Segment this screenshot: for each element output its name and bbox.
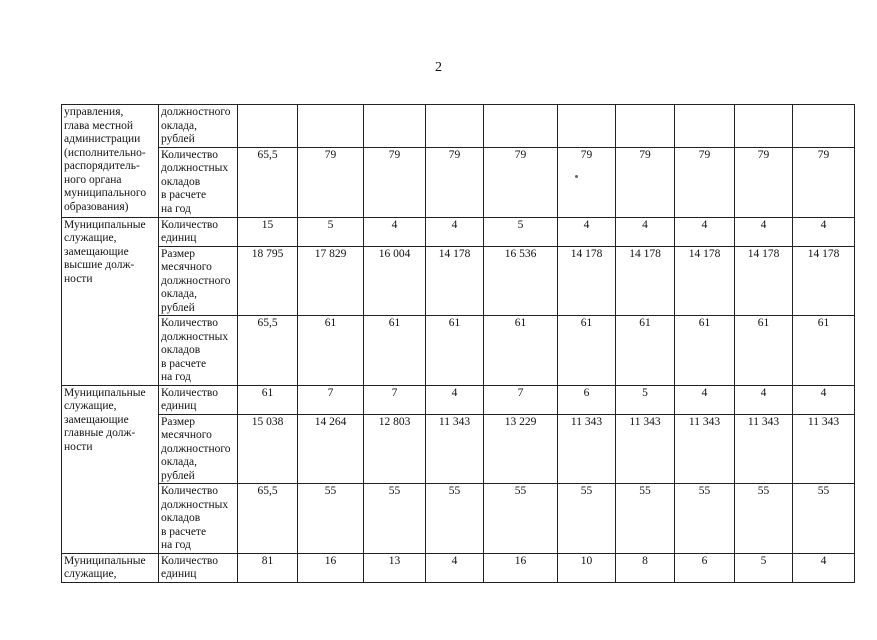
category-line: ного органа — [64, 173, 122, 186]
value-cell: 7 — [364, 385, 426, 414]
indicator-line: рублей — [161, 469, 195, 482]
indicator-line: в расчете — [161, 189, 207, 201]
category-line: служащие, — [64, 568, 117, 580]
table-row — [62, 484, 855, 554]
indicator-line: должностных — [161, 498, 229, 511]
indicator-line: рублей — [161, 133, 195, 145]
category-cell — [62, 385, 159, 553]
value-cell: 61 — [484, 316, 558, 386]
indicator-line: месячного — [161, 429, 212, 441]
category-line: образования) — [64, 200, 129, 213]
value-cell: 14 178 — [558, 246, 616, 316]
indicator-line: оклада, — [161, 456, 198, 468]
indicator-cell — [159, 484, 238, 554]
value-cell: 61 — [364, 316, 426, 386]
value-cell: 65,5 — [238, 147, 298, 217]
value-cell: 15 — [238, 217, 298, 246]
value-cell: 11 343 — [558, 414, 616, 484]
indicator-line: единиц — [161, 400, 197, 412]
value-cell: 18 795 — [238, 246, 298, 316]
indicator-line: Размер — [161, 247, 196, 260]
indicator-line: оклада, — [161, 288, 198, 300]
table-row — [62, 246, 855, 316]
table-row — [62, 105, 855, 148]
scan-speck — [575, 175, 578, 178]
category-line: ности — [64, 272, 93, 285]
value-cell — [238, 105, 298, 148]
value-cell: 4 — [426, 385, 484, 414]
value-cell — [735, 105, 793, 148]
indicator-line: Количество — [161, 317, 218, 329]
category-line: (исполнительно- — [64, 146, 146, 159]
value-cell: 5 — [484, 217, 558, 246]
value-cell: 79 — [616, 147, 675, 217]
value-cell — [675, 105, 735, 148]
value-cell: 15 038 — [238, 414, 298, 484]
indicator-line: месячного — [161, 261, 212, 273]
value-cell: 7 — [298, 385, 364, 414]
value-cell: 65,5 — [238, 316, 298, 386]
value-cell: 8 — [616, 553, 675, 582]
table-row — [62, 217, 855, 246]
value-cell: 79 — [426, 147, 484, 217]
value-cell: 5 — [298, 217, 364, 246]
value-cell: 79 — [558, 147, 616, 217]
value-cell: 4 — [793, 385, 855, 414]
table-row — [62, 385, 855, 414]
category-cell — [62, 105, 159, 218]
indicator-cell — [159, 414, 238, 484]
indicator-line: должностного — [161, 274, 231, 287]
value-cell: 4 — [558, 217, 616, 246]
value-cell: 13 229 — [484, 414, 558, 484]
indicator-line: должностных — [161, 162, 229, 174]
category-line: глава местной — [64, 119, 134, 132]
indicator-line: должностного — [161, 442, 231, 455]
indicator-line: рублей — [161, 301, 195, 314]
value-cell: 61 — [238, 385, 298, 414]
table-row — [62, 316, 855, 386]
value-cell: 16 — [298, 553, 364, 582]
category-line: ности — [64, 440, 93, 453]
value-cell: 4 — [426, 217, 484, 246]
value-cell — [558, 105, 616, 148]
salary-table — [61, 104, 855, 583]
value-cell: 4 — [675, 217, 735, 246]
value-cell — [298, 105, 364, 148]
value-cell — [426, 105, 484, 148]
indicator-cell — [159, 147, 238, 217]
indicator-line: Количество — [161, 218, 218, 231]
category-line: Муниципальные — [64, 554, 146, 567]
indicator-line: должностных — [161, 330, 229, 343]
value-cell: 4 — [735, 217, 793, 246]
value-cell: 14 178 — [426, 246, 484, 316]
value-cell — [793, 105, 855, 148]
category-line: замещающие — [64, 413, 129, 426]
value-cell: 13 — [364, 553, 426, 582]
category-line: Муниципальные — [64, 218, 146, 231]
category-line: администрации — [64, 133, 141, 145]
table-body — [62, 105, 855, 583]
category-line: служащие, — [64, 232, 117, 244]
indicator-line: Количество — [161, 148, 218, 161]
value-cell: 55 — [426, 484, 484, 554]
value-cell: 4 — [364, 217, 426, 246]
indicator-line: окладов — [161, 344, 201, 356]
category-line: Муниципальные — [64, 386, 146, 399]
value-cell: 10 — [558, 553, 616, 582]
indicator-line: Количество — [161, 554, 218, 567]
indicator-line: должностного — [161, 106, 231, 118]
value-cell — [616, 105, 675, 148]
category-line: замещающие — [64, 245, 129, 258]
value-cell: 79 — [364, 147, 426, 217]
value-cell: 16 536 — [484, 246, 558, 316]
indicator-cell — [159, 217, 238, 246]
category-line: высшие долж- — [64, 259, 135, 271]
value-cell: 61 — [735, 316, 793, 386]
value-cell: 55 — [558, 484, 616, 554]
category-cell — [62, 553, 159, 582]
category-line: служащие, — [64, 400, 117, 412]
value-cell: 55 — [616, 484, 675, 554]
category-line: главные долж- — [64, 427, 136, 439]
value-cell: 17 829 — [298, 246, 364, 316]
value-cell: 55 — [735, 484, 793, 554]
indicator-line: окладов — [161, 175, 201, 188]
value-cell: 11 343 — [793, 414, 855, 484]
value-cell: 11 343 — [675, 414, 735, 484]
value-cell: 55 — [364, 484, 426, 554]
value-cell: 4 — [735, 385, 793, 414]
value-cell: 14 178 — [616, 246, 675, 316]
value-cell: 12 803 — [364, 414, 426, 484]
value-cell: 81 — [238, 553, 298, 582]
value-cell: 61 — [616, 316, 675, 386]
value-cell — [364, 105, 426, 148]
value-cell: 61 — [558, 316, 616, 386]
value-cell: 4 — [675, 385, 735, 414]
value-cell: 55 — [675, 484, 735, 554]
value-cell: 65,5 — [238, 484, 298, 554]
value-cell: 61 — [298, 316, 364, 386]
table-row — [62, 414, 855, 484]
indicator-line: Размер — [161, 415, 196, 428]
value-cell: 61 — [675, 316, 735, 386]
indicator-line: оклада, — [161, 119, 198, 132]
value-cell: 16 004 — [364, 246, 426, 316]
value-cell: 55 — [298, 484, 364, 554]
value-cell: 11 343 — [426, 414, 484, 484]
value-cell — [484, 105, 558, 148]
indicator-line: в расчете — [161, 525, 207, 538]
value-cell: 79 — [484, 147, 558, 217]
value-cell: 4 — [793, 217, 855, 246]
value-cell: 4 — [616, 217, 675, 246]
value-cell: 55 — [484, 484, 558, 554]
value-cell: 11 343 — [616, 414, 675, 484]
value-cell: 6 — [675, 553, 735, 582]
value-cell: 61 — [426, 316, 484, 386]
value-cell: 11 343 — [735, 414, 793, 484]
indicator-line: на год — [161, 202, 191, 215]
value-cell: 7 — [484, 385, 558, 414]
value-cell: 14 178 — [735, 246, 793, 316]
category-line: управления, — [64, 106, 124, 118]
indicator-cell — [159, 246, 238, 316]
indicator-cell — [159, 385, 238, 414]
value-cell: 79 — [298, 147, 364, 217]
value-cell: 79 — [675, 147, 735, 217]
indicator-line: на год — [161, 371, 191, 383]
page-number: 2 — [435, 60, 442, 75]
value-cell: 6 — [558, 385, 616, 414]
category-line: муниципального — [64, 187, 147, 199]
value-cell: 61 — [793, 316, 855, 386]
indicator-line: единиц — [161, 568, 197, 580]
indicator-line: Количество — [161, 386, 218, 399]
value-cell: 55 — [793, 484, 855, 554]
indicator-line: окладов — [161, 512, 201, 524]
indicator-cell — [159, 105, 238, 148]
indicator-line: в расчете — [161, 357, 207, 370]
indicator-cell — [159, 316, 238, 386]
value-cell: 79 — [735, 147, 793, 217]
table-row — [62, 553, 855, 582]
value-cell: 4 — [793, 553, 855, 582]
indicator-line: единиц — [161, 232, 197, 244]
value-cell: 16 — [484, 553, 558, 582]
value-cell: 4 — [426, 553, 484, 582]
value-cell: 5 — [735, 553, 793, 582]
value-cell: 14 178 — [675, 246, 735, 316]
value-cell: 14 264 — [298, 414, 364, 484]
table-row — [62, 147, 855, 217]
category-line: распорядитель- — [64, 160, 140, 172]
indicator-cell — [159, 553, 238, 582]
value-cell: 5 — [616, 385, 675, 414]
value-cell: 79 — [793, 147, 855, 217]
value-cell: 14 178 — [793, 246, 855, 316]
indicator-line: Количество — [161, 485, 218, 497]
category-cell — [62, 217, 159, 385]
indicator-line: на год — [161, 539, 191, 551]
